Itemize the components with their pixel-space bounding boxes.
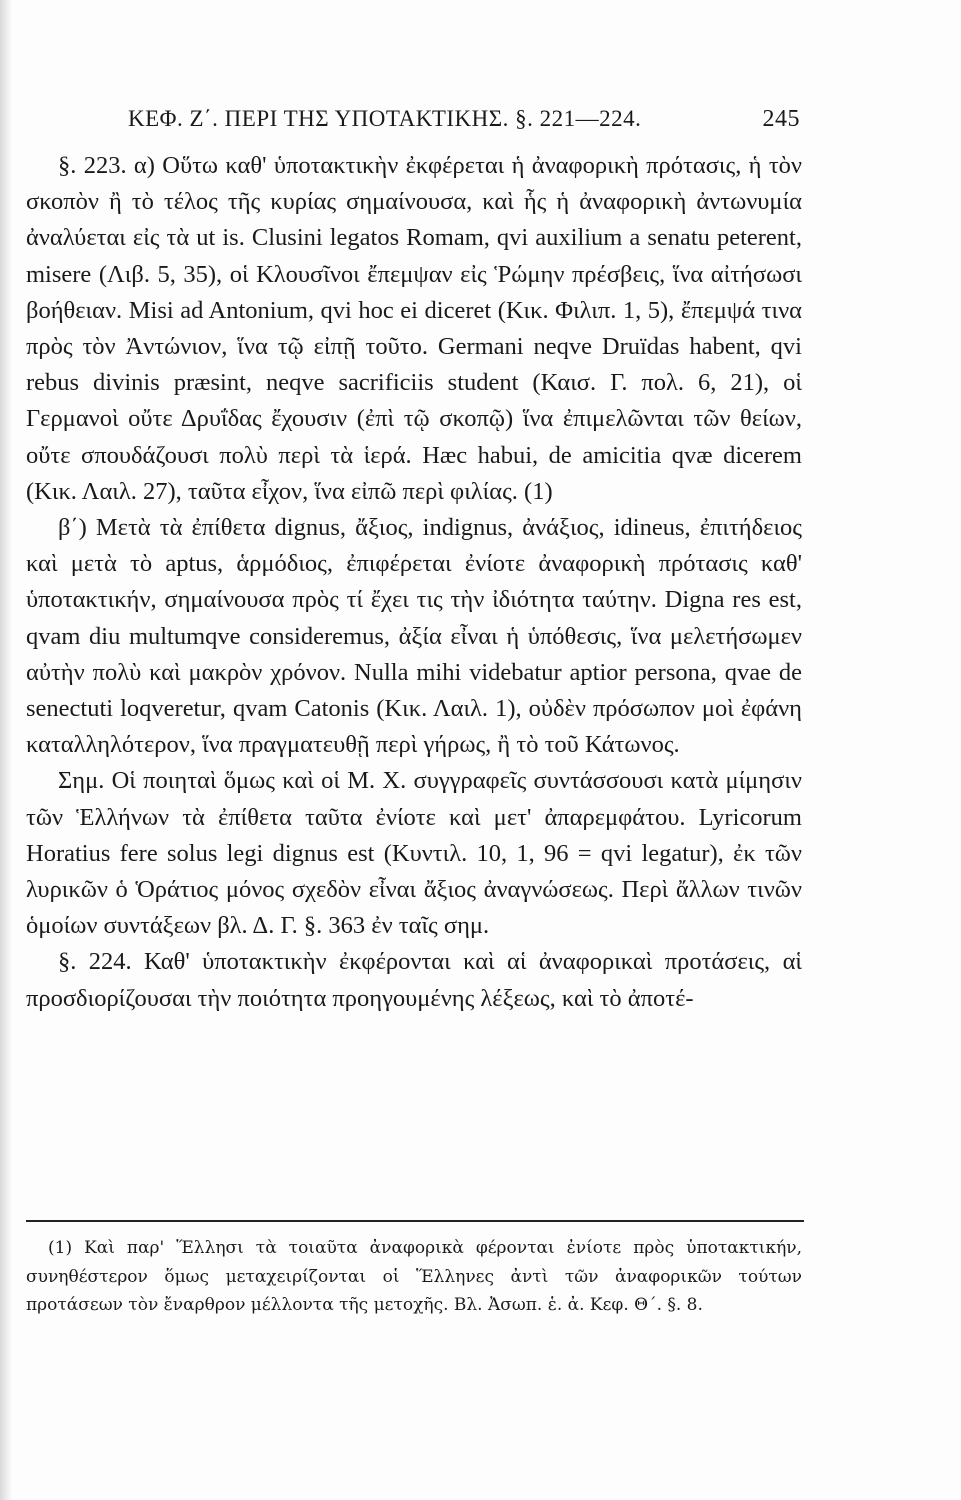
- footnote-rule: [26, 1220, 804, 1222]
- page-edge-shadow: [0, 0, 12, 1500]
- footnote-text: (1) Καὶ παρ' Ἕλλησι τὰ τοιαῦτα ἀναφορικὰ φέρονται ἐνίοτε πρὸς ὑποτακτικήν, συνηθέστερον ὅμως μεταχειρίζονται οἱ Ἕλληνες ἀντὶ τῶν ἀναφορικῶν τούτων προτάσεων τὸν ἔναρθρον μέλλοντα τῆς μετοχῆς. Βλ. Ἀσωπ. ἑ. ἀ. Κεφ. Θ΄. §. 8.: [26, 1238, 802, 1315]
- main-text: [26, 148, 802, 1017]
- running-header: [128, 106, 800, 142]
- paragraph-note: Σημ. Οἱ ποιηταὶ ὅμως καὶ οἱ Μ. Χ. συγγραφεῖς συντάσσουσι κατὰ μίμησιν τῶν Ἑλλήνων τὰ ἐπίθετα ταῦτα ἐνίοτε καὶ μετ' ἀπαρεμφάτου. Lyricorum Horatius fere solus legi dignus est (Κυντιλ. 10, 1, 96 = qvi legatur), ἐκ τῶν λυρικῶν ὁ Ὁράτιος μόνος σχεδὸν εἶναι ἄξιος ἀναγνώσεως. Περὶ ἄλλων τινῶν ὁμοίων συντάξεων βλ. Δ. Γ. §. 363 ἐν ταῖς σημ.: [26, 767, 802, 940]
- paragraph-223-a: §. 223. α) Οὕτω καθ' ὑποτακτικὴν ἐκφέρεται ἡ ἀναφορικὴ πρότασις, ἡ τὸν σκοπὸν ἢ τὸ τέλος τῆς κυρίας σημαίνουσα, καὶ ἧς ἡ ἀναφορικὴ ἀντωνυμία ἀναλύεται εἰς τὰ ut is. Clusini legatos Romam, qvi auxilium a senatu peterent, misere (Λιβ. 5, 35), οἱ Κλουσῖνοι ἔπεμψαν εἰς Ῥώμην πρέσβεις, ἵνα αἰτήσωσι βοήθειαν. Misi ad Antonium, qvi hoc ei diceret (Κικ. Φιλιπ. 1, 5), ἔπεμψά τινα πρὸς τὸν Ἀντώνιον, ἵνα τῷ εἰπῇ τοῦτο. Germani neqve Druïdas habent, qvi rebus divinis præsint, neqve sacrificiis student (Καισ. Γ. πολ. 6, 21), οἱ Γερμανοὶ οὔτε Δρυΐδας ἔχουσιν (ἐπὶ τῷ σκοπῷ) ἵνα ἐπιμελῶνται τῶν θείων, οὔτε σπουδάζουσι πολὺ περὶ τὰ ἱερά. Hæc habui, de amicitia qvæ dicerem (Κικ. Λαιλ. 27), ταῦτα εἶχον, ἵνα εἰπῶ περὶ φιλίας. (1): [26, 152, 802, 505]
- footnote: [26, 1234, 802, 1320]
- running-title: ΚΕΦ. Ζ΄. ΠΕΡΙ ΤΗΣ ΥΠΟΤΑΚΤΙΚΗΣ. §. 221—224.: [128, 106, 642, 131]
- paragraph-223-b: β΄) Μετὰ τὰ ἐπίθετα dignus, ἄξιος, indignus, ἀνάξιος, idineus, ἐπιτήδειος καὶ μετὰ τὸ aptus, ἁρμόδιος, ἐπιφέρεται ἐνίοτε ἀναφορικὴ πρότασις καθ' ὑποτακτικήν, σημαίνουσα πρὸς τί ἔχει τις τὴν ἰδιότητα ταύτην. Digna res est, qvam diu multumqve consideremus, ἀξία εἶναι ἡ ὑπόθεσις, ἵνα μελετήσωμεν αὐτὴν πολὺ καὶ μακρὸν χρόνον. Nulla mihi videbatur aptior persona, qvae de senectuti loqveretur, qvam Catonis (Κικ. Λαιλ. 1), οὐδὲν πρόσωπον μοὶ ἐφάνη καταλληλότερον, ἵνα πραγματευθῇ περὶ γήρως, ἢ τὸ τοῦ Κάτωνος.: [26, 514, 802, 759]
- paragraph-224: §. 224. Καθ' ὑποτακτικὴν ἐκφέρονται καὶ αἱ ἀναφορικαὶ προτάσεις, αἱ προσδιορίζουσαι τὴν ποιότητα προηγουμένης λέξεως, καὶ τὸ ἀποτέ-: [26, 948, 802, 1012]
- page-number: 245: [762, 106, 800, 132]
